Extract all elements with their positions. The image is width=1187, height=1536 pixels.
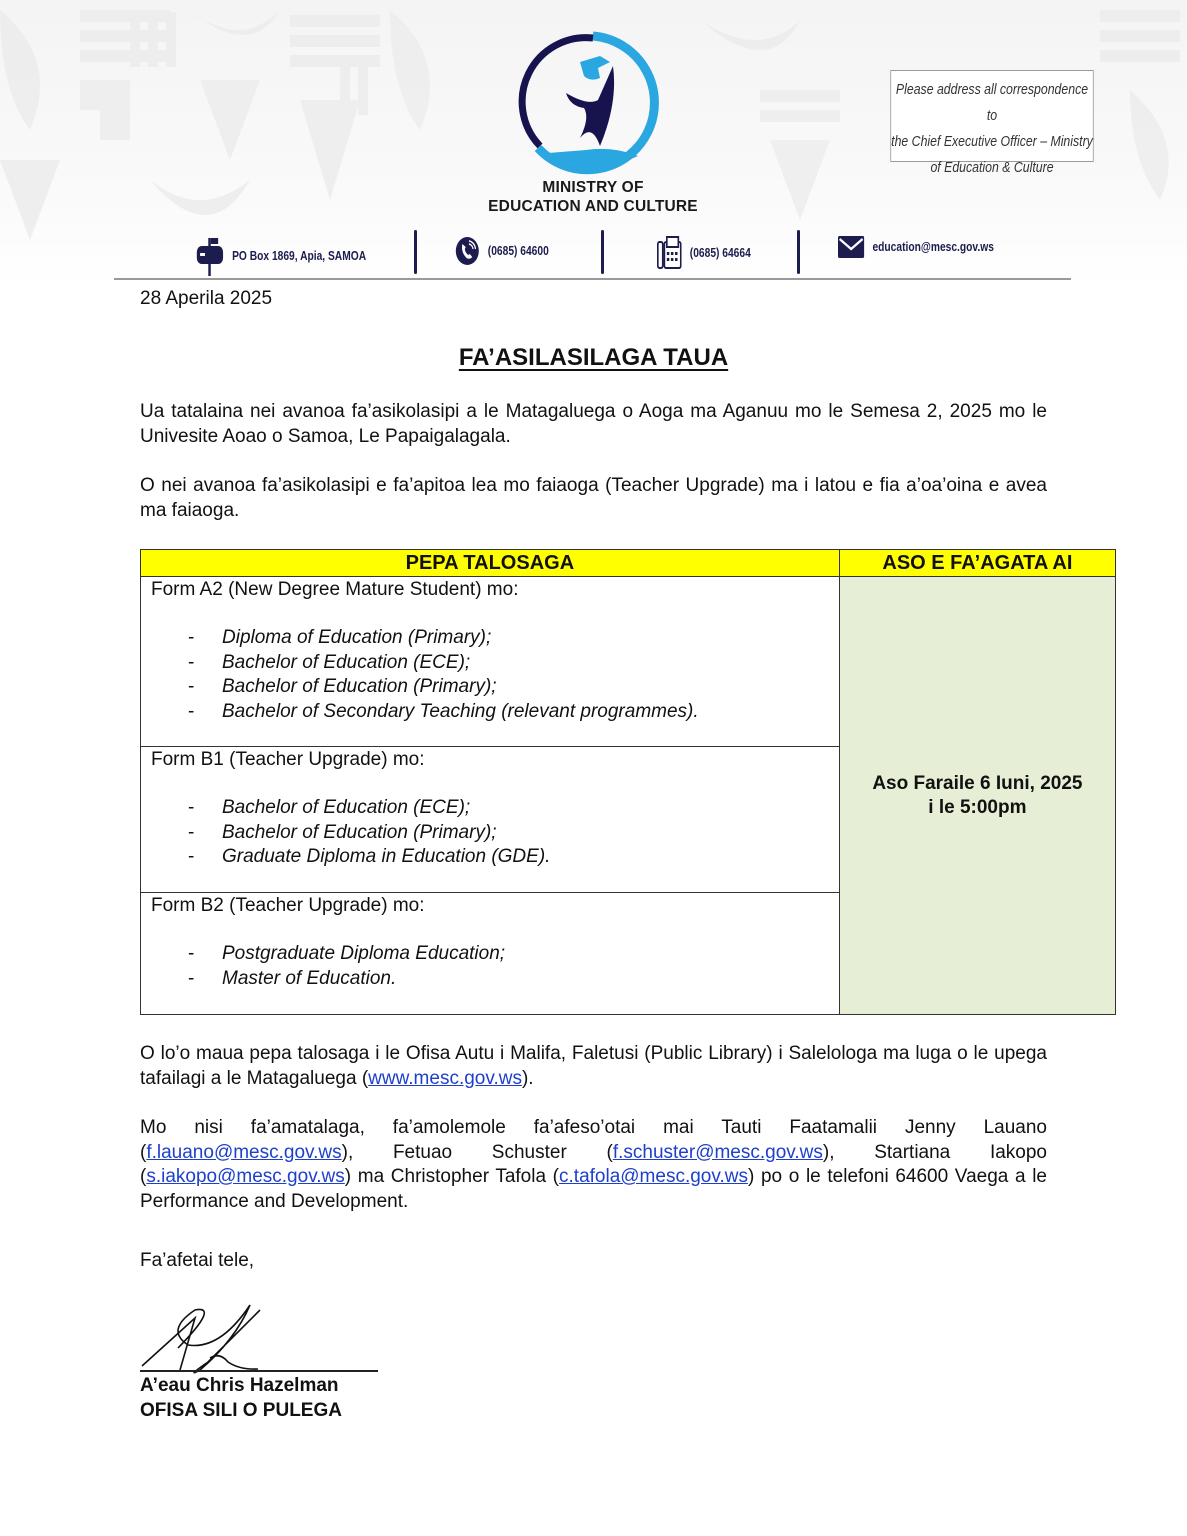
program-item: - Bachelor of Education (ECE); <box>151 796 829 821</box>
signer-title: OFISA SILI O PULEGA <box>140 1400 342 1421</box>
letterhead <box>0 0 1187 285</box>
email-link-schuster[interactable]: f.schuster@mesc.gov.ws <box>612 1141 823 1163</box>
header-rule <box>114 278 1071 280</box>
contact-fax: (0685) 64664 <box>657 236 751 270</box>
contact-divider <box>414 230 417 274</box>
deadline-cell <box>839 577 1115 1015</box>
program-list <box>151 942 829 991</box>
program-item: - Bachelor of Education (ECE); <box>151 651 829 676</box>
email-link-lauano[interactable]: f.lauano@mesc.gov.ws <box>146 1141 342 1163</box>
eligibility-paragraph: O nei avanoa fa’asikolasipi e fa’apitoa lea mo faiaoga (Teacher Upgrade) ma i latou e fia a’oa’oina e avea ma faiaoga. <box>140 475 1047 521</box>
email-link-iakopo[interactable]: s.iakopo@mesc.gov.ws <box>146 1166 345 1187</box>
contact-phone: (0685) 64600 <box>455 236 549 266</box>
signature-image <box>140 1300 340 1380</box>
correspondence-note: Please address all correspondence to the Chief Executive Officer – Ministry of Education & Culture <box>890 70 1093 162</box>
form-b2-cell <box>141 893 840 1015</box>
notice-title: FA’ASILASILAGA TAUA <box>458 344 729 371</box>
contact-divider <box>797 230 800 274</box>
form-a2-cell <box>141 577 840 747</box>
program-item: - Postgraduate Diploma Education; <box>151 942 829 967</box>
website-link[interactable]: www.mesc.gov.ws <box>368 1067 522 1089</box>
column-header-deadline: ASO E FA’AGATA AI <box>839 550 1115 577</box>
closing-salutation: Fa’afetai tele, <box>140 1250 255 1271</box>
letter-date: 28 Aperila 2025 <box>140 288 273 309</box>
deadline-date: Aso Faraile 6 Iuni, 2025 <box>872 772 1083 794</box>
program-list <box>151 796 829 870</box>
application-forms-table <box>140 549 1116 1015</box>
program-item: - Graduate Diploma in Education (GDE). <box>151 845 829 870</box>
signature-line <box>140 1370 378 1372</box>
ministry-logo <box>518 28 668 178</box>
fax-icon <box>657 236 682 270</box>
mailbox-icon <box>196 236 224 276</box>
form-title: Form A2 (New Degree Mature Student) mo: <box>151 579 519 600</box>
program-item: - Bachelor of Secondary Teaching (relevant programmes). <box>151 700 829 725</box>
signer-name: A’eau Chris Hazelman <box>140 1375 339 1396</box>
program-item: - Bachelor of Education (Primary); <box>151 675 829 700</box>
program-list <box>151 626 829 724</box>
email-link-tafola[interactable]: c.tafola@mesc.gov.ws <box>559 1166 748 1187</box>
contact-divider <box>601 230 604 274</box>
deadline-time: i le 5:00pm <box>928 796 1027 818</box>
signer-block <box>140 1373 342 1423</box>
contact-address: PO Box 1869, Apia, SAMOA <box>196 236 366 276</box>
form-b1-cell <box>141 747 840 893</box>
form-title: Form B1 (Teacher Upgrade) mo: <box>151 749 425 770</box>
availability-paragraph: O lo’o maua pepa talosaga i le Ofisa Autu i Malifa, Faletusi (Public Library) i Salelologa ma luga o le upega tafailagi a le Matagaluega (www.mesc.gov.ws). <box>140 1043 1047 1089</box>
contact-bar <box>0 222 1187 278</box>
program-item: - Diploma of Education (Primary); <box>151 626 829 651</box>
email-icon <box>838 236 864 258</box>
contact-email: education@mesc.gov.ws <box>838 236 994 258</box>
intro-paragraph: Ua tatalaina nei avanoa fa’asikolasipi a le Matagaluega o Aoga ma Aganuu mo le Semesa 2, 2025 mo le Univesite Aoao o Samoa, Le Papaigalagala. <box>140 401 1047 447</box>
contact-paragraph: Mo nisi fa’amatalaga, fa’amolemole fa’afeso’otai mai Tauti Faatamalii Jenny Lauano (f.lauano@mesc.gov.ws), Fetuao Schuster (f.schuster@mesc.gov.ws), Startiana Iakopo (s.iakopo@mesc.gov.ws) ma Christopher Tafola (c.tafola@mesc.gov.ws) po o le telefoni 64600 Vaega a le Performance and Development. <box>140 1117 1047 1212</box>
phone-icon <box>455 236 480 266</box>
form-title: Form B2 (Teacher Upgrade) mo: <box>151 895 425 916</box>
program-item: - Master of Education. <box>151 967 829 992</box>
column-header-forms: PEPA TALOSAGA <box>141 550 840 577</box>
ministry-name: MINISTRY OF EDUCATION AND CULTURE <box>488 179 698 215</box>
program-item: - Bachelor of Education (Primary); <box>151 821 829 846</box>
